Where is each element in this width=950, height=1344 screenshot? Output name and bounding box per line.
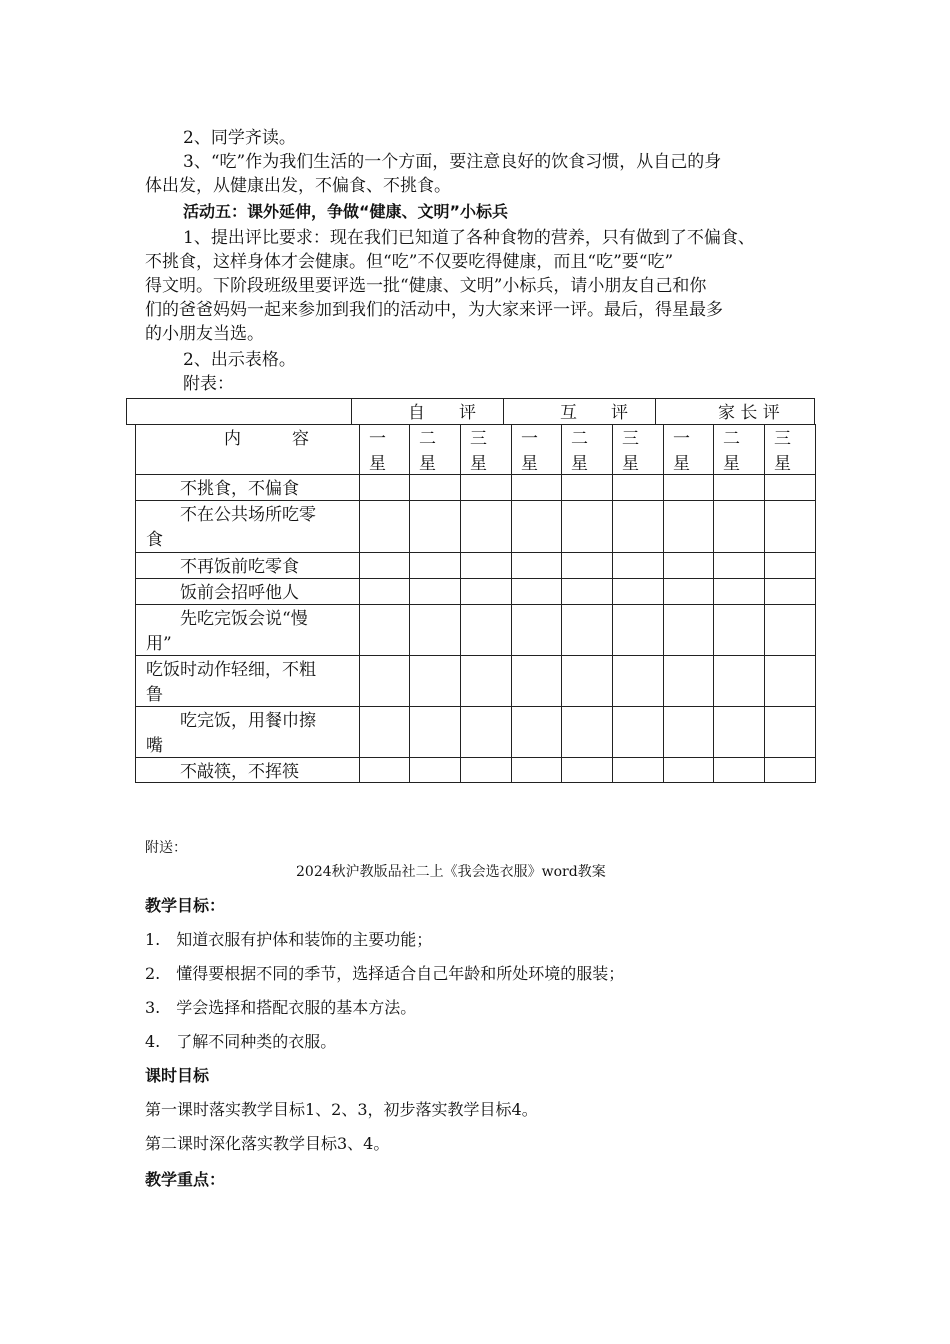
appendix-label: 附送： <box>145 840 187 856</box>
table-row-label <box>135 552 360 579</box>
rating-cell[interactable] <box>561 757 613 783</box>
rating-cell[interactable] <box>409 655 461 707</box>
rating-cell[interactable] <box>764 552 816 579</box>
rating-cell[interactable] <box>713 578 765 605</box>
rating-cell[interactable] <box>359 474 410 501</box>
star-header-label: 二 星 <box>723 429 740 474</box>
rating-cell[interactable] <box>359 500 410 553</box>
rating-cell[interactable] <box>409 474 461 501</box>
star-header-label: 二 星 <box>419 429 436 474</box>
rating-cell[interactable] <box>460 552 512 579</box>
rating-cell[interactable] <box>561 474 613 501</box>
rating-cell[interactable] <box>561 500 613 553</box>
rating-cell[interactable] <box>561 706 613 758</box>
table-row-label <box>135 706 360 758</box>
rating-cell[interactable] <box>612 706 664 758</box>
paragraph-requirements-line5: 的小朋友当选。 <box>145 324 264 344</box>
rating-cell[interactable] <box>409 757 461 783</box>
rating-cell[interactable] <box>511 706 562 758</box>
star-header-label: 三 星 <box>774 429 791 474</box>
header-blank-cell <box>126 398 352 425</box>
paragraph-show-table: 2、出示表格。 <box>183 350 296 370</box>
lesson-goal-1: 第一课时落实教学目标1、2、3，初步落实教学目标4。 <box>145 1100 538 1119</box>
paragraph-eating-line1: 3、“吃”作为我们生活的一个方面，要注意良好的饮食习惯，从自己的身 <box>183 152 722 172</box>
rating-cell[interactable] <box>612 757 664 783</box>
rating-cell[interactable] <box>764 655 816 707</box>
goal-item-4: 4. 了解不同种类的衣服。 <box>145 1032 337 1051</box>
rating-cell[interactable] <box>663 578 714 605</box>
star-header-cell <box>713 424 765 475</box>
rating-cell[interactable] <box>511 604 562 656</box>
rating-cell[interactable] <box>561 552 613 579</box>
rating-cell[interactable] <box>764 578 816 605</box>
goals-title: 教学目标： <box>145 896 226 915</box>
rating-cell[interactable] <box>612 552 664 579</box>
star-header-label: 二 星 <box>571 429 588 474</box>
activity-five-title: 活动五：课外延伸，争做“健康、文明”小标兵 <box>183 202 509 221</box>
rating-cell[interactable] <box>511 552 562 579</box>
key-points-title: 教学重点： <box>145 1170 226 1189</box>
rating-cell[interactable] <box>409 604 461 656</box>
table-row-text: 不挑食，不偏食 <box>146 479 299 499</box>
rating-cell[interactable] <box>511 500 562 553</box>
rating-cell[interactable] <box>460 706 512 758</box>
rating-cell[interactable] <box>663 474 714 501</box>
goal-item-2: 2. 懂得要根据不同的季节，选择适合自己年龄和所处环境的服装； <box>145 964 625 983</box>
paragraph-requirements-line2: 不挑食，这样身体才会健康。但“吃”不仅要吃得健康，而且“吃”要“吃” <box>145 252 674 272</box>
appendix-doc-title: 2024秋沪教版品社二上《我会选衣服》word教案 <box>296 864 606 880</box>
table-row-text: 不再饭前吃零食 <box>146 557 299 577</box>
star-header-label: 三 星 <box>622 429 639 474</box>
rating-cell[interactable] <box>764 604 816 656</box>
table-row-text: 饭前会招呼他人 <box>146 583 299 603</box>
rating-cell[interactable] <box>409 578 461 605</box>
star-header-label: 一 星 <box>521 429 538 474</box>
star-header-cell <box>511 424 562 475</box>
rating-cell[interactable] <box>359 655 410 707</box>
rating-cell[interactable] <box>409 500 461 553</box>
paragraph-requirements-line3: 得文明。下阶段班级里要评选一批“健康、文明”小标兵，请小朋友自己和你 <box>145 276 707 296</box>
rating-cell[interactable] <box>663 655 714 707</box>
table-row-label <box>135 757 360 783</box>
rating-cell[interactable] <box>764 500 816 553</box>
rating-cell[interactable] <box>359 706 410 758</box>
table-row-text: 不在公共场所吃零 食 <box>146 505 316 550</box>
table-row-label <box>135 500 360 553</box>
rating-cell[interactable] <box>409 552 461 579</box>
rating-cell[interactable] <box>663 706 714 758</box>
star-header-cell <box>460 424 512 475</box>
star-header-label: 一 星 <box>673 429 690 474</box>
lesson-goals-title: 课时目标 <box>145 1066 210 1085</box>
rating-cell[interactable] <box>460 500 512 553</box>
star-header-cell <box>561 424 613 475</box>
paragraph-requirements-line4: 们的爸爸妈妈一起来参加到我们的活动中，为大家来评一评。最后，得星最多 <box>145 300 723 320</box>
rating-cell[interactable] <box>713 706 765 758</box>
rating-cell[interactable] <box>713 500 765 553</box>
rating-cell[interactable] <box>612 500 664 553</box>
star-header-cell <box>409 424 461 475</box>
lesson-goal-2: 第二课时深化落实教学目标3、4。 <box>145 1134 390 1153</box>
table-row-text: 吃完饭，用餐巾擦 嘴 <box>146 711 316 756</box>
table-row-label <box>135 604 360 656</box>
rating-cell[interactable] <box>511 757 562 783</box>
rating-cell[interactable] <box>511 655 562 707</box>
goal-item-1: 1. 知道衣服有护体和装饰的主要功能； <box>145 930 433 949</box>
rating-cell[interactable] <box>663 757 714 783</box>
rating-cell[interactable] <box>612 655 664 707</box>
rating-cell[interactable] <box>612 474 664 501</box>
rating-cell[interactable] <box>561 578 613 605</box>
rating-cell[interactable] <box>764 706 816 758</box>
star-header-label: 一 星 <box>369 429 386 474</box>
rating-cell[interactable] <box>359 757 410 783</box>
star-header-cell <box>359 424 410 475</box>
star-header-label: 三 星 <box>470 429 487 474</box>
rating-cell[interactable] <box>359 604 410 656</box>
rating-cell[interactable] <box>612 578 664 605</box>
paragraph-attached-table: 附表： <box>183 374 234 394</box>
header-content: 内 容 <box>135 424 360 475</box>
rating-cell[interactable] <box>663 500 714 553</box>
rating-cell[interactable] <box>663 552 714 579</box>
rating-cell[interactable] <box>460 578 512 605</box>
rating-cell[interactable] <box>359 578 410 605</box>
star-header-cell <box>663 424 714 475</box>
rating-cell[interactable] <box>460 757 512 783</box>
rating-cell[interactable] <box>612 604 664 656</box>
rating-cell[interactable] <box>561 604 613 656</box>
rating-cell[interactable] <box>460 655 512 707</box>
header-self-eval: 自 评 <box>351 398 504 425</box>
table-row-text: 先吃完饭会说“慢 用” <box>146 609 308 654</box>
table-row-text: 吃饭时动作轻细，不粗 鲁 <box>146 660 316 705</box>
rating-cell[interactable] <box>713 552 765 579</box>
goal-item-3: 3. 学会选择和搭配衣服的基本方法。 <box>145 998 417 1017</box>
rating-cell[interactable] <box>359 552 410 579</box>
paragraph-eating-line2: 体出发，从健康出发，不偏食、不挑食。 <box>145 176 451 196</box>
star-header-cell <box>612 424 664 475</box>
paragraph-requirements-line1: 1、提出评比要求：现在我们已知道了各种食物的营养，只有做到了不偏食、 <box>183 228 755 248</box>
rating-cell[interactable] <box>460 474 512 501</box>
rating-cell[interactable] <box>663 604 714 656</box>
rating-cell[interactable] <box>713 604 765 656</box>
rating-cell[interactable] <box>511 578 562 605</box>
rating-cell[interactable] <box>561 655 613 707</box>
header-peer-eval: 互 评 <box>503 398 656 425</box>
rating-cell[interactable] <box>511 474 562 501</box>
rating-cell[interactable] <box>460 604 512 656</box>
rating-cell[interactable] <box>409 706 461 758</box>
rating-cell[interactable] <box>764 474 816 501</box>
star-header-cell <box>764 424 816 475</box>
rating-cell[interactable] <box>713 757 765 783</box>
rating-cell[interactable] <box>713 474 765 501</box>
header-parent-eval: 家 长 评 <box>655 398 815 425</box>
rating-cell[interactable] <box>764 757 816 783</box>
rating-cell[interactable] <box>713 655 765 707</box>
table-row-label <box>135 474 360 501</box>
table-row-label <box>135 655 360 707</box>
table-row-label <box>135 578 360 605</box>
table-row-text: 不敲筷，不挥筷 <box>146 762 299 782</box>
paragraph-reading: 2、同学齐读。 <box>183 128 296 148</box>
